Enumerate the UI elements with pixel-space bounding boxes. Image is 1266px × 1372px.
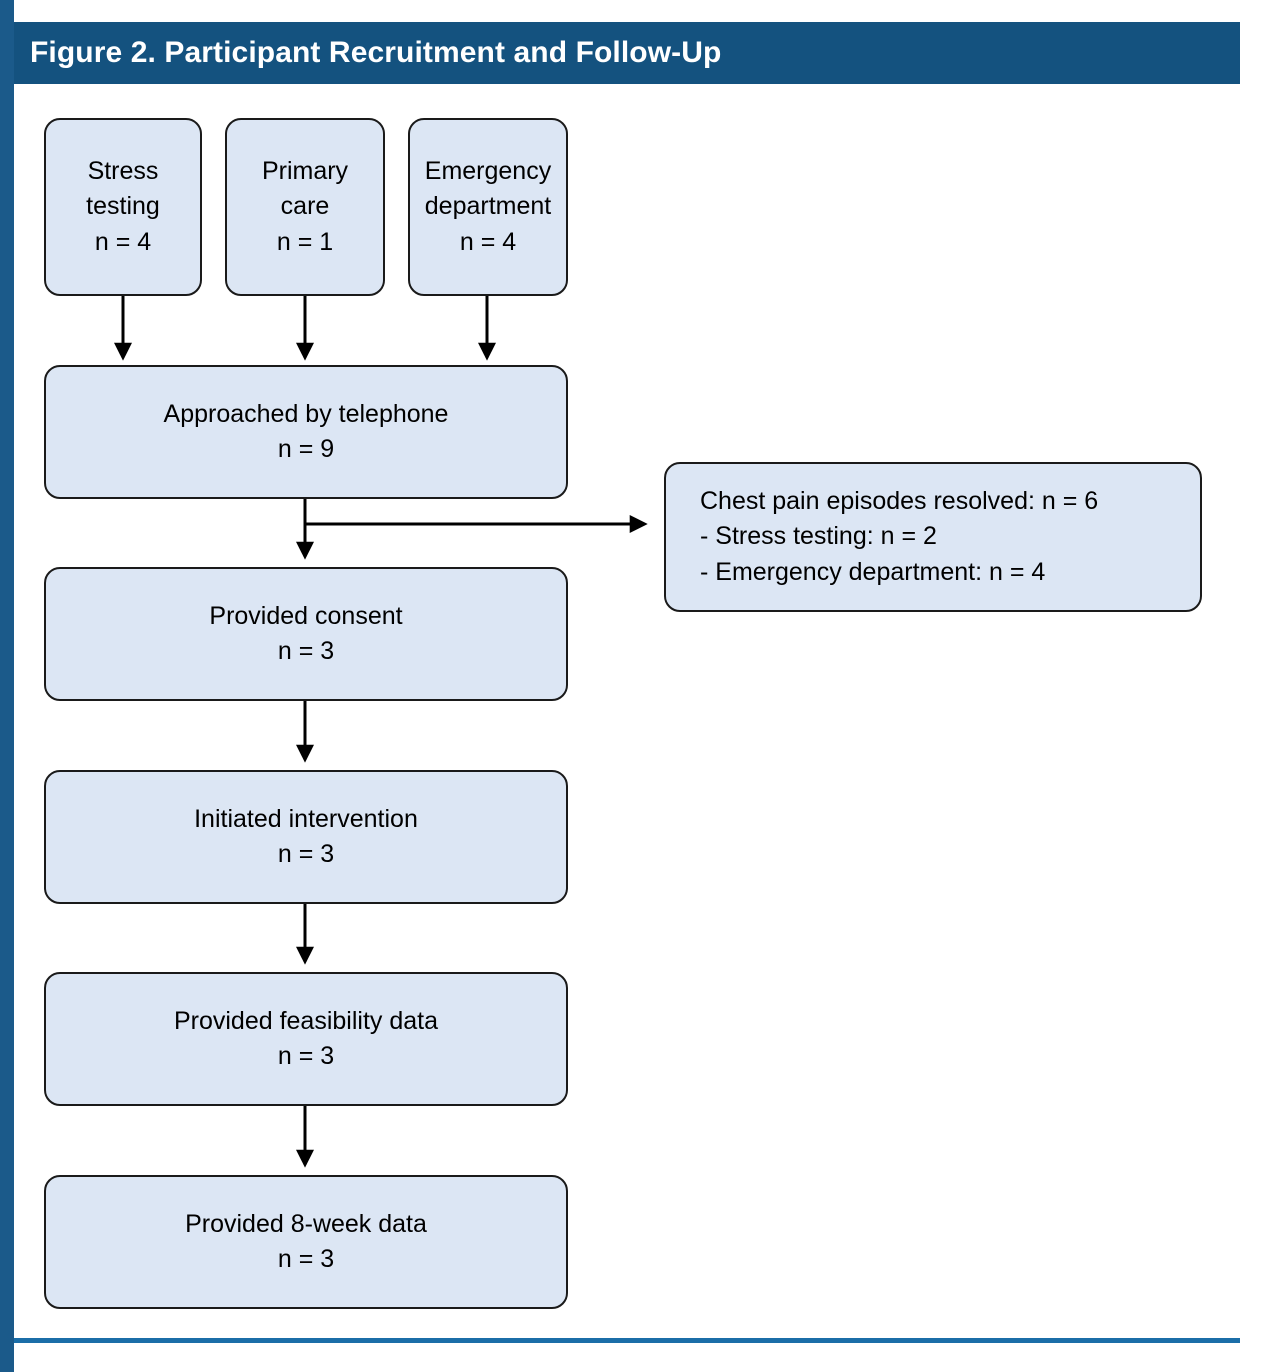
node-line: department [424, 192, 552, 221]
node-line: Provided feasibility data [173, 1006, 439, 1035]
node-emergency-department [408, 118, 568, 296]
node-line: Approached by telephone [163, 399, 449, 428]
node-line: Initiated intervention [194, 804, 418, 833]
node-primary-care [225, 118, 385, 296]
node-count: n = 3 [277, 1245, 335, 1273]
node-line: - Emergency department: n = 4 [700, 557, 1046, 586]
node-line: Stress [87, 156, 159, 185]
left-accent-rail [0, 0, 14, 1372]
node-initiated-intervention [44, 770, 568, 904]
node-count: n = 3 [277, 1042, 335, 1070]
node-provided-consent [44, 567, 568, 701]
node-line: Primary [261, 156, 349, 185]
node-line: Provided 8-week data [185, 1209, 427, 1238]
node-count: n = 4 [94, 227, 152, 256]
node-count: n = 1 [276, 227, 334, 256]
node-provided-feasibility-data [44, 972, 568, 1106]
node-stress-testing [44, 118, 202, 296]
node-count: n = 3 [277, 840, 335, 868]
node-count: n = 4 [459, 227, 517, 256]
node-line: care [280, 192, 330, 221]
node-line: Chest pain episodes resolved: n = 6 [700, 486, 1099, 515]
node-count: n = 3 [277, 637, 335, 665]
figure-title-bar [14, 22, 1240, 84]
node-line: - Stress testing: n = 2 [700, 522, 937, 551]
node-line: Emergency [424, 156, 552, 185]
node-line: Provided consent [209, 601, 403, 630]
bottom-accent-rule [14, 1338, 1240, 1343]
node-provided-8-week-data [44, 1175, 568, 1309]
page-title: Figure 2. Participant Recruitment and Follow-Up [30, 36, 722, 69]
node-approached-by-telephone [44, 365, 568, 499]
node-chest-pain-resolved [664, 462, 1202, 612]
node-count: n = 9 [277, 435, 335, 463]
node-line: testing [86, 192, 160, 221]
